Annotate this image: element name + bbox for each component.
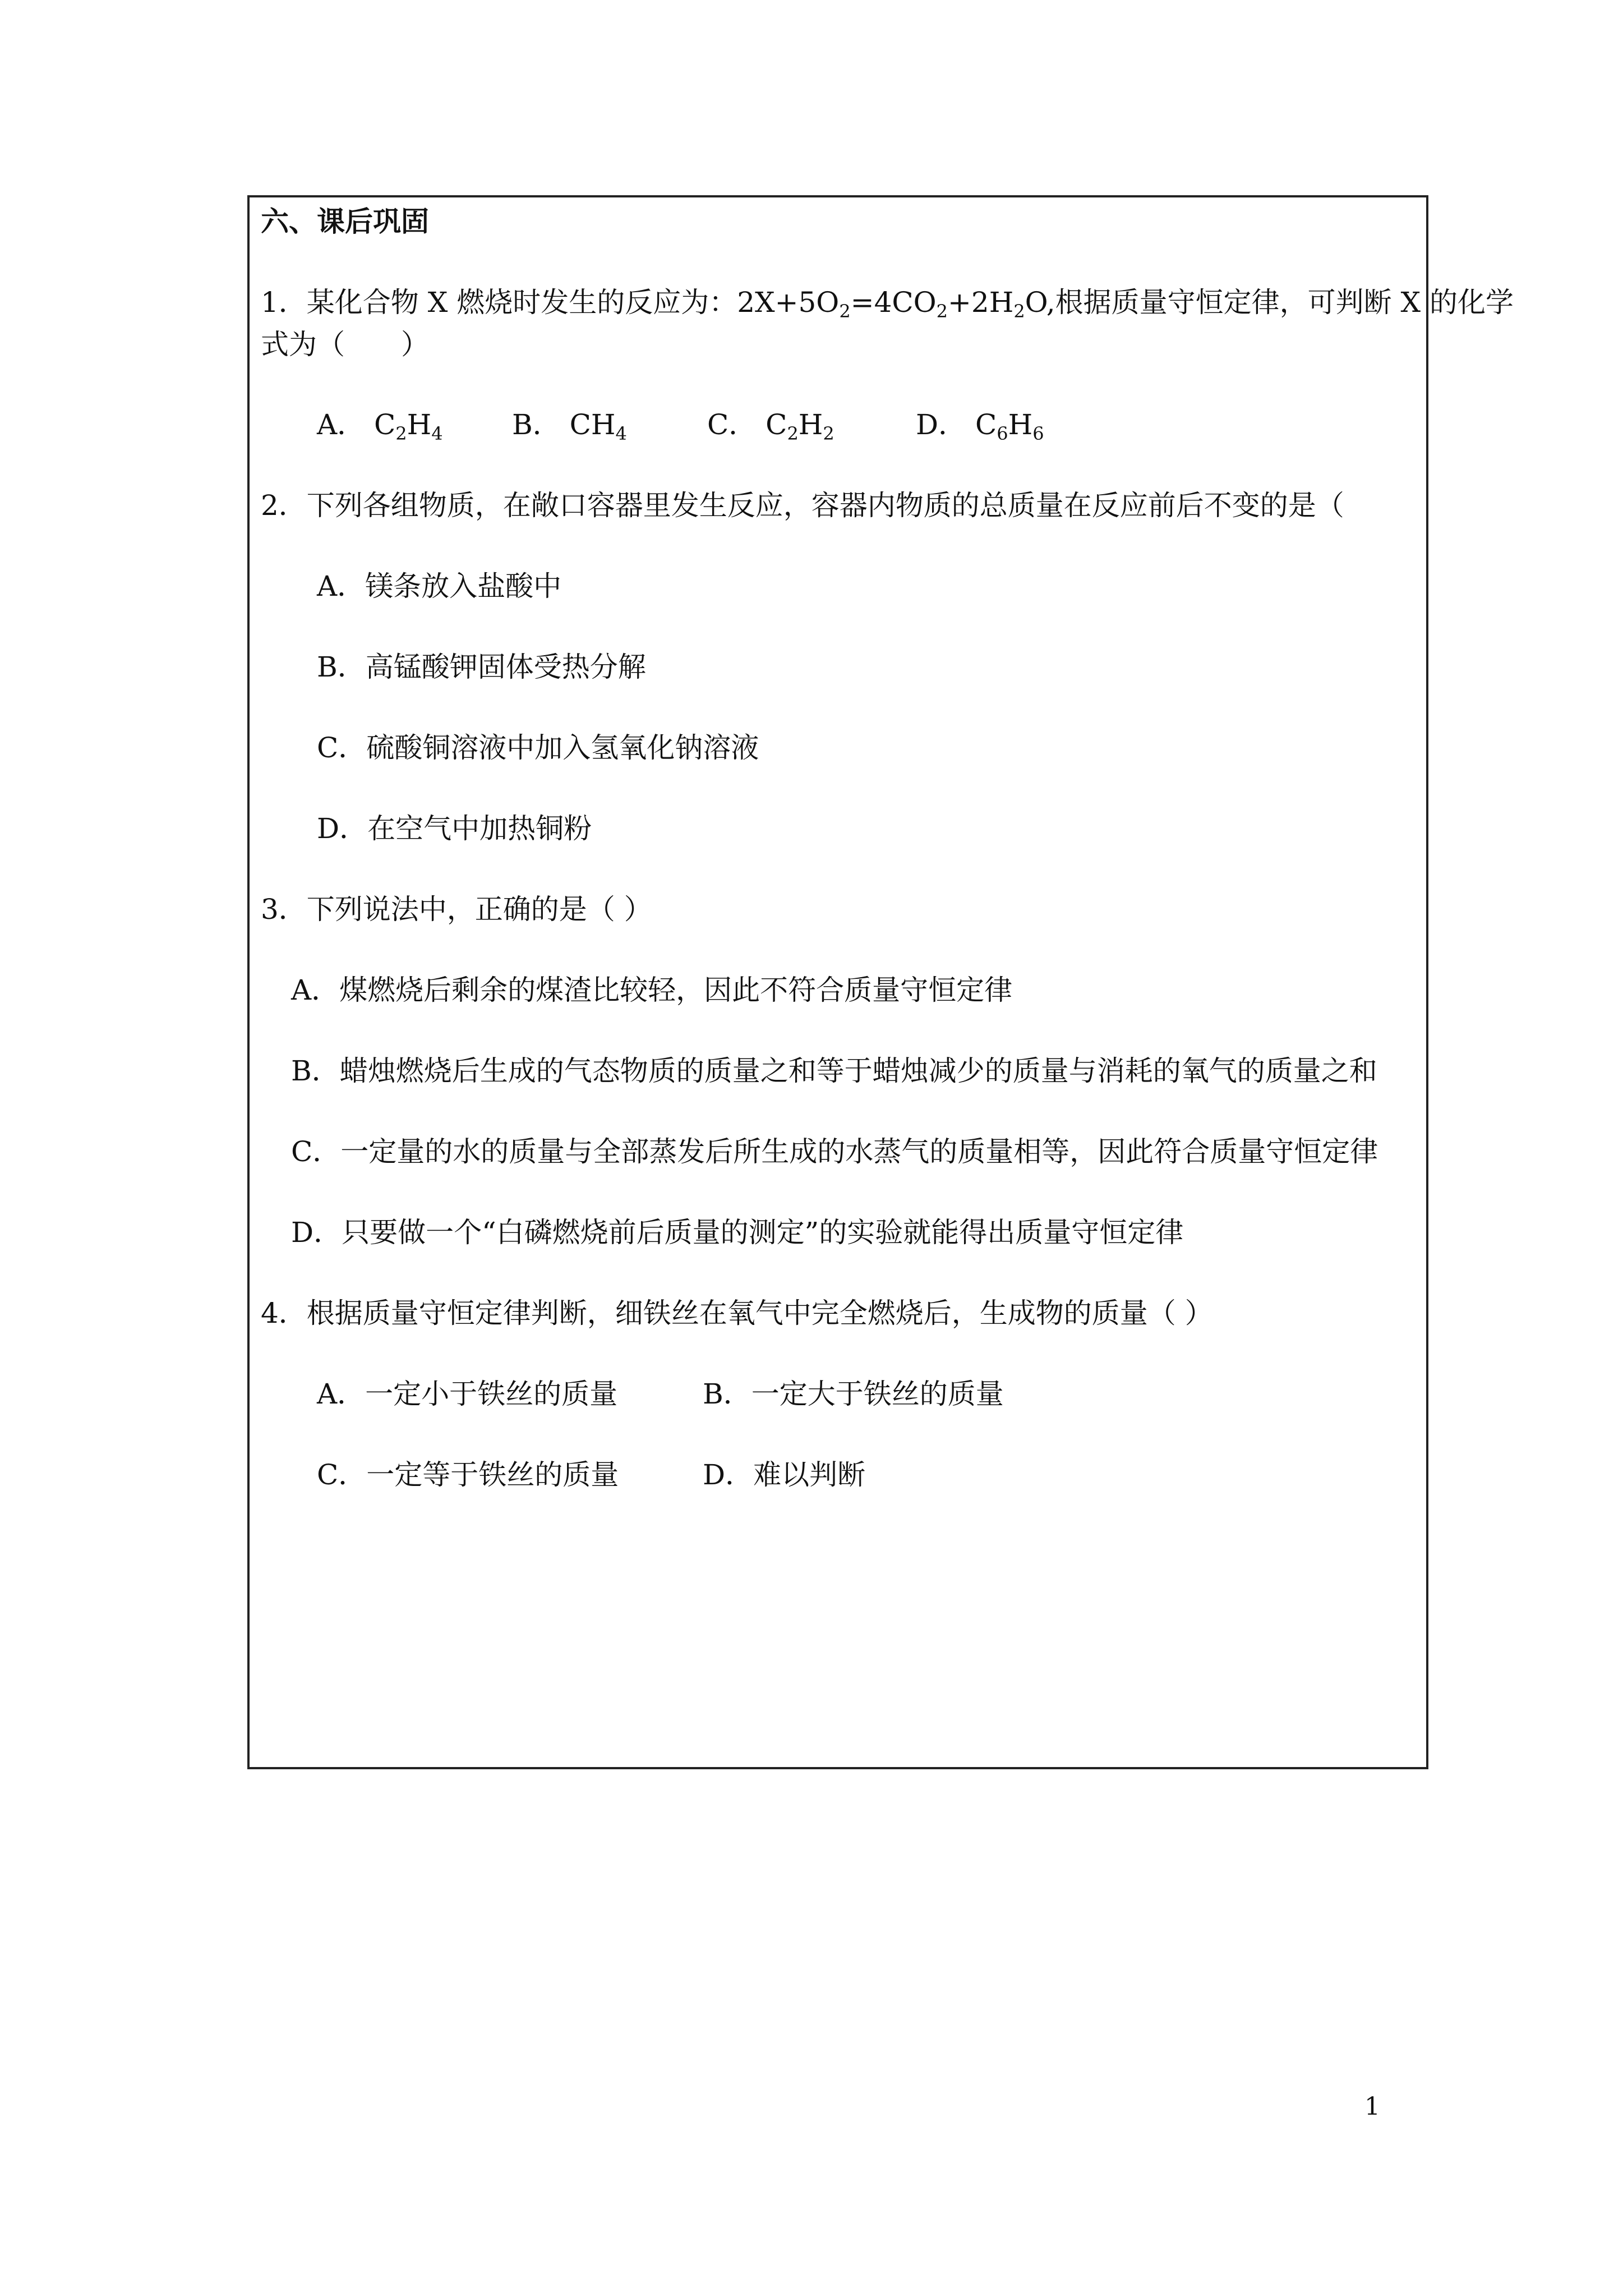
question-3-option-b: B．蜡烛燃烧后生成的气态物质的质量之和等于蜡烛减少的质量与消耗的氧气的质量之和 (291, 1055, 1377, 1087)
question-3-text: 3．下列说法中，正确的是（ ） (261, 893, 652, 926)
question-3-option-d: D．只要做一个“白磷燃烧前后质量的测定”的实验就能得出质量守恒定律 (291, 1216, 1184, 1249)
question-2-option-a: A．镁条放入盐酸中 (317, 570, 562, 602)
question-2-option-b: B．高锰酸钾固体受热分解 (317, 651, 646, 683)
question-4-text: 4．根据质量守恒定律判断，细铁丝在氧气中完全燃烧后，生成物的质量（ ） (261, 1297, 1213, 1329)
question-1-option-a: A． $C_2H_4$ (317, 408, 443, 444)
question-2-option-c: C．硫酸铜溶液中加入氢氧化钠溶液 (317, 731, 759, 764)
question-1-option-c: C． $C_2H_2$ (707, 408, 834, 444)
question-4-option-d: D．难以判断 (703, 1458, 866, 1491)
section-heading: 六、课后巩固 (261, 205, 429, 238)
question-4-option-a: A．一定小于铁丝的质量 (317, 1378, 618, 1410)
question-3-option-a: A．煤燃烧后剩余的煤渣比较轻，因此不符合质量守恒定律 (291, 974, 1013, 1006)
page-number: 1 (1364, 2092, 1380, 2121)
question-2-option-d: D．在空气中加热铜粉 (317, 812, 592, 845)
question-1-text-line2: 式为（ ） (261, 328, 429, 361)
question-1-option-b: B． $CH_4$ (512, 408, 627, 444)
question-3-option-c: C．一定量的水的质量与全部蒸发后所生成的水蒸气的质量相等，因此符合质量守恒定律 (291, 1135, 1378, 1168)
question-4-option-b: B．一定大于铁丝的质量 (703, 1378, 1004, 1410)
question-4-option-c: C．一定等于铁丝的质量 (317, 1458, 619, 1491)
question-1-text: 1．某化合物 X 燃烧时发生的反应为：$2X+5O_2=4CO_2+2H_2O$,根据质量守恒定律，可判断 X 的化学 (261, 286, 1514, 322)
question-1-option-d: D． $C_6H_6$ (916, 408, 1044, 444)
question-2-text: 2．下列各组物质，在敞口容器里发生反应，容器内物质的总质量在反应前后不变的是（ (261, 489, 1344, 522)
